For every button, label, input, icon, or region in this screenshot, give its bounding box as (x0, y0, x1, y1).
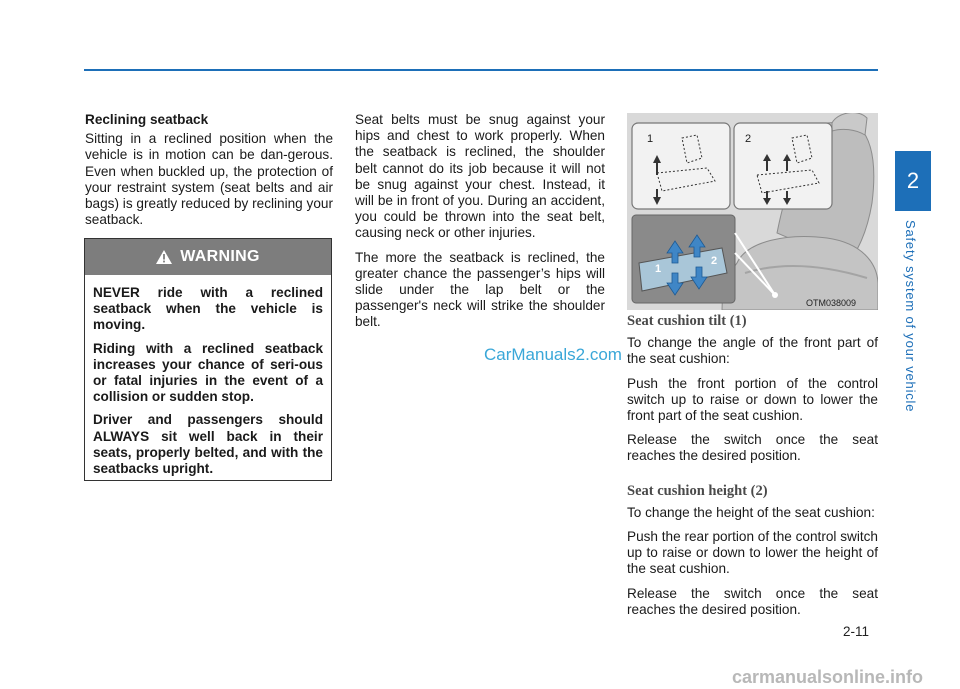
figure-label-1-box1: 1 (647, 133, 654, 145)
figure-label-2-switch: 2 (711, 255, 718, 267)
tilt-paragraph-3: Release the switch once the seat reaches the desired position. (627, 432, 878, 464)
watermark-carmanuals2[interactable]: CarManuals2.com (484, 345, 622, 364)
tilt-paragraph-2: Push the front portion of the control switch up to raise or down to lower the front part of the seat cushion. (627, 375, 878, 424)
seat-illustration-svg (627, 113, 878, 310)
seat-cushion-tilt-heading: Seat cushion tilt (1) (627, 313, 747, 329)
reclining-seatback-paragraph: Sitting in a reclined position when the vehicle is in motion can be dan-gerous. Even when buckled up, the protection of your restraint system (seat belts and air bags) is greatly reduced by reclining your seatback. (85, 131, 333, 228)
reclining-seatback-heading: Reclining seatback (85, 112, 209, 127)
warning-banner (85, 239, 331, 275)
warning-body (85, 275, 331, 477)
chapter-title-vertical (903, 220, 923, 420)
warning-paragraph-3: Driver and passengers should ALWAYS sit well back in their seats, properly belted, and with the seatbacks upright. (93, 412, 323, 477)
height-paragraph-3: Release the switch once the seat reaches the desired position. (627, 585, 878, 617)
seat-cushion-height-heading: Seat cushion height (2) (627, 482, 768, 499)
seat-controls-illustration (627, 113, 878, 310)
chapter-title: Safety system of your vehicle (903, 220, 918, 413)
seat-belt-paragraph-1: Seat belts must be snug against your hips and chest to work properly. When the seatback is reclined, the shoulder belt cannot do its job because it will not be snug against your chest. Instead, it will be in front of you. During an accident, you could be thrown into the seat belt, causing neck or other injuries. (355, 112, 605, 241)
figure-label-2-box2: 2 (745, 133, 752, 145)
seat-belt-paragraph-2: The more the seatback is reclined, the greater chance the passenger’s hips will slide under the lap belt or the passenger's neck will strike the shoulder belt. (355, 249, 605, 330)
warning-paragraph-2: Riding with a reclined seatback increases your chance of seri-ous or fatal injuries in the event of a collision or sudden stop. (93, 340, 323, 405)
page-number: 2-11 (843, 624, 870, 639)
watermark-carmanualsonline[interactable]: carmanualsonline.info (732, 667, 924, 687)
chapter-number: 2 (906, 168, 920, 193)
tilt-paragraph-1: To change the angle of the front part of the seat cushion: (627, 335, 878, 367)
warning-box (84, 238, 332, 481)
header-rule (84, 69, 878, 71)
column-left (85, 112, 333, 236)
column-middle (355, 112, 605, 339)
column-right (627, 313, 878, 626)
height-paragraph-1: To change the height of the seat cushion: (627, 504, 875, 520)
figure-label-1-switch: 1 (655, 263, 662, 275)
chapter-tab (895, 151, 931, 211)
height-paragraph-2: Push the rear portion of the control switch up to raise or down to lower the height of the seat cushion. (627, 529, 878, 577)
warning-triangle-icon (156, 250, 172, 264)
figure-caption: OTM038009 (806, 298, 857, 308)
warning-title: WARNING (180, 248, 260, 265)
warning-paragraph-1: NEVER ride with a reclined seatback when the vehicle is moving. (93, 285, 323, 333)
